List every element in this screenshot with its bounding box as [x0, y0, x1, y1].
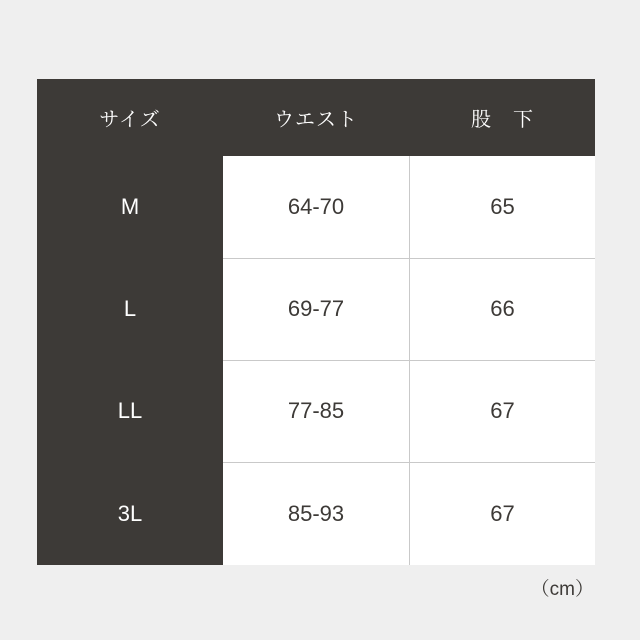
grid-divider	[223, 462, 595, 463]
row-inseam-value: 67	[409, 360, 595, 462]
row-inseam-value: 65	[409, 156, 595, 258]
row-inseam-value: 66	[409, 258, 595, 360]
row-waist-value: 85-93	[223, 462, 409, 565]
row-size-label: M	[120, 194, 140, 219]
row-size-label: 3L	[117, 500, 143, 526]
size-chart-table	[37, 79, 595, 565]
row-waist-value: 69-77	[223, 258, 409, 360]
header-waist: ウエスト	[274, 107, 358, 131]
grid-divider	[223, 258, 595, 259]
row-size-label: LL	[117, 398, 143, 423]
header-inseam: 股下	[471, 107, 555, 131]
grid-divider	[223, 360, 595, 361]
row-waist-value: 64-70	[223, 156, 409, 258]
header-size: サイズ	[99, 107, 161, 131]
unit-note: （cm）	[530, 579, 594, 600]
row-size-label: L	[123, 296, 137, 321]
row-waist-value: 77-85	[223, 360, 409, 462]
row-inseam-value: 67	[409, 462, 595, 565]
